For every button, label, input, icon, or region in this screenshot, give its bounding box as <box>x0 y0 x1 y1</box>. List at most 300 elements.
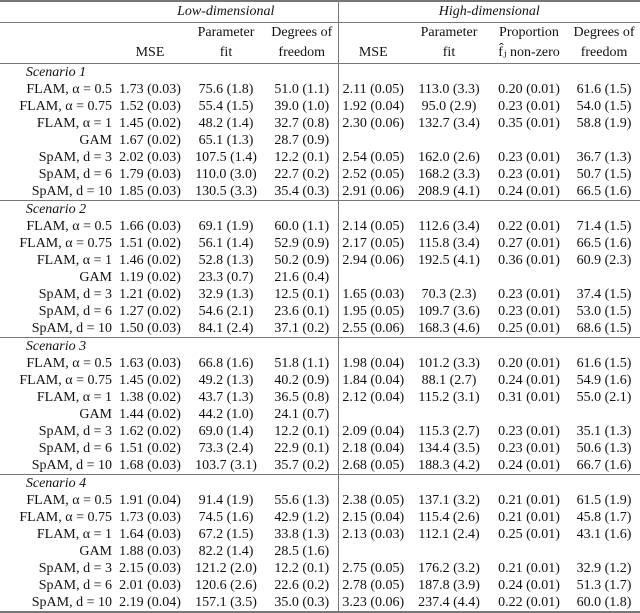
value-cell: 103.7 (3.1) <box>195 458 257 473</box>
value-cell: 75.6 (1.8) <box>198 82 254 97</box>
value-cell: 1.73 (0.03) <box>119 82 181 97</box>
value-cell: 2.01 (0.03) <box>119 578 181 593</box>
value-cell: 0.27 (0.01) <box>498 236 560 251</box>
empty-cell <box>568 338 640 356</box>
value-cell <box>568 406 640 423</box>
method-label: FLAM, α = 1 <box>36 527 112 542</box>
value-cell: 33.8 (1.3) <box>274 527 330 542</box>
value-cell <box>338 406 408 423</box>
value-cell: 168.3 (4.6) <box>418 321 480 336</box>
value-cell: 1.64 (0.03) <box>119 527 181 542</box>
value-cell: 1.95 (0.05) <box>338 303 408 320</box>
value-cell: 137.1 (3.2) <box>418 493 480 508</box>
value-cell: 37.1 (0.2) <box>274 321 330 336</box>
empty-cell <box>114 64 186 82</box>
value-cell: 1.46 (0.02) <box>119 253 181 268</box>
table-row <box>0 492 640 509</box>
value-cell: 2.11 (0.05) <box>338 81 408 98</box>
method-label: SpAM, d = 3 <box>38 424 112 439</box>
value-cell: 28.5 (1.6) <box>274 544 330 559</box>
method-label: FLAM, α = 1 <box>36 116 112 131</box>
value-cell: 73.3 (2.4) <box>198 441 254 456</box>
value-cell: 55.0 (2.1) <box>576 390 632 405</box>
value-cell: 1.79 (0.03) <box>119 167 181 182</box>
value-cell: 50.7 (1.5) <box>576 167 632 182</box>
value-cell: 0.24 (0.01) <box>498 184 560 199</box>
empty-cell <box>568 64 640 82</box>
empty-cell <box>490 338 568 356</box>
table-row <box>0 252 640 269</box>
empty-cell <box>338 338 408 356</box>
value-cell: 66.5 (1.6) <box>576 184 632 199</box>
value-cell: 1.66 (0.03) <box>119 219 181 234</box>
value-cell: 115.8 (3.4) <box>418 236 480 251</box>
value-cell <box>568 132 640 149</box>
value-cell: 1.51 (0.02) <box>119 441 181 456</box>
value-cell: 1.98 (0.04) <box>338 355 408 372</box>
value-cell <box>408 406 490 423</box>
value-cell: 0.22 (0.01) <box>490 594 568 612</box>
table-row <box>0 218 640 235</box>
column-header <box>0 43 114 64</box>
method-label: SpAM, d = 3 <box>38 150 112 165</box>
value-cell: 187.8 (3.9) <box>418 578 480 593</box>
value-cell: 54.0 (1.5) <box>576 99 632 114</box>
value-cell: 208.9 (4.1) <box>418 184 480 199</box>
value-cell: 51.8 (1.1) <box>274 356 330 371</box>
value-cell: 2.17 (0.05) <box>338 235 408 252</box>
value-cell: 112.1 (2.4) <box>418 527 480 542</box>
table-row <box>0 594 640 612</box>
value-cell: 1.62 (0.02) <box>119 424 181 439</box>
value-cell: 1.44 (0.02) <box>119 407 181 422</box>
value-cell: 1.45 (0.02) <box>119 373 181 388</box>
value-cell: 2.75 (0.05) <box>338 560 408 577</box>
value-cell: 36.7 (1.3) <box>576 150 632 165</box>
value-cell: 2.38 (0.05) <box>338 492 408 509</box>
value-cell: 35.0 (0.3) <box>266 594 338 612</box>
value-cell: 2.09 (0.04) <box>338 423 408 440</box>
empty-cell <box>114 338 186 356</box>
value-cell: 66.7 (1.6) <box>576 458 632 473</box>
value-cell: 0.20 (0.01) <box>498 356 560 371</box>
value-cell: 0.21 (0.01) <box>498 493 560 508</box>
value-cell: 66.8 (1.6) <box>198 356 254 371</box>
column-header: Parameter <box>408 23 490 44</box>
value-cell: 1.68 (0.03) <box>119 458 181 473</box>
value-cell: 0.23 (0.01) <box>498 99 560 114</box>
value-cell: 68.6 (1.5) <box>576 321 632 336</box>
value-cell: 2.30 (0.06) <box>338 115 408 132</box>
value-cell: 2.54 (0.05) <box>338 149 408 166</box>
value-cell: 107.5 (1.4) <box>195 150 257 165</box>
method-label: FLAM, α = 0.5 <box>26 493 112 508</box>
empty-cell <box>186 201 266 219</box>
value-cell: 12.2 (0.1) <box>274 424 330 439</box>
value-cell: 113.0 (3.3) <box>418 82 480 97</box>
value-cell: 1.21 (0.02) <box>119 287 181 302</box>
value-cell: 23.3 (0.7) <box>198 270 254 285</box>
value-cell: 2.15 (0.03) <box>119 561 181 576</box>
value-cell: 53.0 (1.5) <box>576 304 632 319</box>
group-header-low: Low-dimensional <box>114 1 338 23</box>
value-cell: 130.5 (3.3) <box>195 184 257 199</box>
value-cell: 71.4 (1.5) <box>576 219 632 234</box>
empty-cell <box>338 201 408 219</box>
value-cell: 28.7 (0.9) <box>274 133 330 148</box>
method-label: SpAM, d = 6 <box>38 167 112 182</box>
value-cell: 55.4 (1.5) <box>198 99 254 114</box>
empty-cell <box>114 201 186 219</box>
column-header: Parameter <box>186 23 266 44</box>
value-cell: 58.8 (1.9) <box>576 116 632 131</box>
method-label: FLAM, α = 1 <box>36 253 112 268</box>
value-cell: 109.7 (3.6) <box>418 304 480 319</box>
value-cell: 65.1 (1.3) <box>198 133 254 148</box>
value-cell: 50.2 (0.9) <box>274 253 330 268</box>
value-cell: 2.68 (0.05) <box>338 457 408 475</box>
value-cell: 50.6 (1.3) <box>576 441 632 456</box>
value-cell: 22.9 (0.1) <box>274 441 330 456</box>
column-header: fit <box>219 45 233 60</box>
table-row <box>0 543 640 560</box>
value-cell: 2.15 (0.04) <box>338 509 408 526</box>
value-cell: 2.55 (0.06) <box>338 320 408 338</box>
value-cell: 134.4 (3.5) <box>418 441 480 456</box>
value-cell: 54.6 (2.1) <box>198 304 254 319</box>
value-cell <box>338 543 408 560</box>
value-cell: 3.23 (0.06) <box>338 594 408 612</box>
value-cell: 82.2 (1.4) <box>198 544 254 559</box>
value-cell: 56.1 (1.4) <box>198 236 254 251</box>
table-row <box>0 440 640 457</box>
table-row <box>0 577 640 594</box>
value-cell: 0.22 (0.01) <box>498 219 560 234</box>
table-row <box>0 149 640 166</box>
value-cell: 121.2 (2.0) <box>195 561 257 576</box>
method-label: FLAM, α = 0.75 <box>19 236 112 251</box>
method-label: SpAM, d = 3 <box>38 561 112 576</box>
empty-cell <box>186 64 266 82</box>
value-cell: 49.2 (1.3) <box>198 373 254 388</box>
value-cell: 51.3 (1.7) <box>576 578 632 593</box>
value-cell: 36.5 (0.8) <box>274 390 330 405</box>
column-header: fit <box>442 45 456 60</box>
value-cell: 1.91 (0.04) <box>119 493 181 508</box>
empty-cell <box>568 201 640 219</box>
value-cell: 37.4 (1.5) <box>576 287 632 302</box>
value-cell: 1.85 (0.03) <box>119 184 181 199</box>
empty-cell <box>186 475 266 493</box>
value-cell: 32.9 (1.2) <box>576 561 632 576</box>
value-cell: 42.9 (1.2) <box>274 510 330 525</box>
value-cell: 0.23 (0.01) <box>498 150 560 165</box>
value-cell: 1.92 (0.04) <box>338 98 408 115</box>
value-cell: 1.65 (0.03) <box>338 286 408 303</box>
empty-cell <box>338 475 408 493</box>
value-cell: 0.35 (0.01) <box>498 116 560 131</box>
value-cell: 115.2 (3.1) <box>418 390 480 405</box>
method-label: SpAM, d = 10 <box>31 321 112 336</box>
value-cell: 35.1 (1.3) <box>576 424 632 439</box>
value-cell: 32.7 (0.8) <box>274 116 330 131</box>
value-cell: 44.2 (1.0) <box>198 407 254 422</box>
value-cell: 192.5 (4.1) <box>418 253 480 268</box>
value-cell: 54.9 (1.6) <box>576 373 632 388</box>
value-cell <box>490 132 568 149</box>
value-cell: 32.9 (1.3) <box>198 287 254 302</box>
value-cell: 0.20 (0.01) <box>498 82 560 97</box>
value-cell: 40.2 (0.9) <box>274 373 330 388</box>
value-cell: 115.4 (2.6) <box>418 510 480 525</box>
value-cell: 55.6 (1.3) <box>274 493 330 508</box>
value-cell: 66.5 (1.6) <box>576 236 632 251</box>
value-cell: 2.78 (0.05) <box>338 577 408 594</box>
scenario-title: Scenario 2 <box>0 201 114 219</box>
column-header: freedom <box>278 45 326 60</box>
value-cell: 0.36 (0.01) <box>498 253 560 268</box>
value-cell: 2.52 (0.05) <box>338 166 408 183</box>
empty-cell <box>408 64 490 82</box>
group-header-high: High-dimensional <box>338 1 640 23</box>
value-cell: 1.84 (0.04) <box>338 372 408 389</box>
table-row <box>0 115 640 132</box>
value-cell <box>338 132 408 149</box>
column-header-row <box>0 43 640 64</box>
empty-cell <box>408 201 490 219</box>
empty-cell <box>490 475 568 493</box>
value-cell: 112.6 (3.4) <box>418 219 480 234</box>
column-header <box>114 23 186 44</box>
method-label: SpAM, d = 6 <box>38 304 112 319</box>
column-header: MSE <box>338 43 408 64</box>
value-cell: 1.63 (0.03) <box>119 356 181 371</box>
empty-cell <box>266 475 338 493</box>
value-cell: 162.0 (2.6) <box>418 150 480 165</box>
value-cell <box>490 406 568 423</box>
method-label: GAM <box>79 270 112 285</box>
value-cell <box>408 132 490 149</box>
column-header: Degrees of <box>266 23 338 44</box>
value-cell: 23.6 (0.1) <box>274 304 330 319</box>
value-cell: 45.8 (1.7) <box>576 510 632 525</box>
value-cell: 157.1 (3.5) <box>186 594 266 612</box>
value-cell: 22.6 (0.2) <box>274 578 330 593</box>
value-cell: 67.2 (1.5) <box>198 527 254 542</box>
scenario-title: Scenario 4 <box>0 475 114 493</box>
corner-cell <box>0 1 114 23</box>
value-cell: 21.6 (0.4) <box>274 270 330 285</box>
value-cell: 48.2 (1.4) <box>198 116 254 131</box>
table-row <box>0 372 640 389</box>
value-cell: 1.45 (0.02) <box>119 116 181 131</box>
method-label: GAM <box>79 407 112 422</box>
value-cell <box>408 269 490 286</box>
method-label: FLAM, α = 0.5 <box>26 82 112 97</box>
table-row <box>0 269 640 286</box>
value-cell: 43.7 (1.3) <box>198 390 254 405</box>
value-cell: 52.9 (0.9) <box>274 236 330 251</box>
column-header <box>0 23 114 44</box>
empty-cell <box>490 201 568 219</box>
table-row <box>0 457 640 475</box>
column-header: Proportion <box>490 23 568 44</box>
table-row <box>0 303 640 320</box>
method-label: GAM <box>79 133 112 148</box>
method-label: FLAM, α = 0.5 <box>26 356 112 371</box>
table-row <box>0 166 640 183</box>
value-cell <box>490 543 568 560</box>
empty-cell <box>114 475 186 493</box>
value-cell: 0.31 (0.01) <box>498 390 560 405</box>
value-cell: 237.4 (4.4) <box>408 594 490 612</box>
table-row <box>0 132 640 149</box>
method-label: FLAM, α = 0.75 <box>19 510 112 525</box>
value-cell: 115.3 (2.7) <box>418 424 480 439</box>
empty-cell <box>266 201 338 219</box>
value-cell: 39.0 (1.0) <box>274 99 330 114</box>
value-cell: 35.4 (0.3) <box>274 184 330 199</box>
method-label: FLAM, α = 0.75 <box>19 99 112 114</box>
value-cell: 1.88 (0.03) <box>119 544 181 559</box>
value-cell: 0.21 (0.01) <box>498 510 560 525</box>
value-cell: 69.0 (1.4) <box>198 424 254 439</box>
value-cell: 35.7 (0.2) <box>274 458 330 473</box>
table-row <box>0 423 640 440</box>
value-cell: 2.18 (0.04) <box>338 440 408 457</box>
method-label: SpAM, d = 6 <box>38 441 112 456</box>
value-cell <box>490 269 568 286</box>
value-cell: 0.23 (0.01) <box>498 167 560 182</box>
table-row <box>0 81 640 98</box>
value-cell: 60.0 (1.8) <box>568 594 640 612</box>
value-cell: 0.24 (0.01) <box>498 458 560 473</box>
scenario-title: Scenario 1 <box>0 64 114 82</box>
value-cell: 1.67 (0.02) <box>119 133 181 148</box>
value-cell: 12.5 (0.1) <box>274 287 330 302</box>
table-row <box>0 183 640 201</box>
value-cell: 60.9 (2.3) <box>576 253 632 268</box>
method-label: SpAM, d = 10 <box>31 458 112 473</box>
value-cell: 52.8 (1.3) <box>198 253 254 268</box>
value-cell: 176.2 (3.2) <box>418 561 480 576</box>
table-row <box>0 389 640 406</box>
empty-cell <box>490 64 568 82</box>
method-label: FLAM, α = 0.5 <box>26 219 112 234</box>
value-cell: 2.19 (0.04) <box>114 594 186 612</box>
value-cell: 0.23 (0.01) <box>498 287 560 302</box>
method-label: FLAM, α = 1 <box>36 390 112 405</box>
table-row <box>0 560 640 577</box>
value-cell: 0.25 (0.01) <box>498 321 560 336</box>
value-cell: 0.21 (0.01) <box>498 561 560 576</box>
value-cell: 12.2 (0.1) <box>274 150 330 165</box>
value-cell: 168.2 (3.3) <box>418 167 480 182</box>
value-cell: 51.0 (1.1) <box>274 82 330 97</box>
value-cell: 1.50 (0.03) <box>119 321 181 336</box>
column-header: MSE <box>135 45 165 60</box>
scenario-title: Scenario 3 <box>0 338 114 356</box>
value-cell: 1.27 (0.02) <box>119 304 181 319</box>
table-row <box>0 286 640 303</box>
column-header <box>338 23 408 44</box>
value-cell <box>408 543 490 560</box>
value-cell: 69.1 (1.9) <box>198 219 254 234</box>
value-cell <box>568 269 640 286</box>
value-cell: 1.38 (0.02) <box>119 390 181 405</box>
table-row <box>0 235 640 252</box>
method-label: SpAM, d = 3 <box>38 287 112 302</box>
column-header: f̂ⱼ non-zero <box>498 45 560 60</box>
value-cell: 2.02 (0.03) <box>119 150 181 165</box>
value-cell: 2.94 (0.06) <box>338 252 408 269</box>
value-cell: 1.51 (0.02) <box>119 236 181 251</box>
column-header-row <box>0 23 640 44</box>
empty-cell <box>266 64 338 82</box>
value-cell: 95.0 (2.9) <box>421 99 477 114</box>
method-label: SpAM, d = 10 <box>0 594 114 612</box>
method-label: GAM <box>79 544 112 559</box>
value-cell: 0.23 (0.01) <box>498 424 560 439</box>
method-label: SpAM, d = 6 <box>38 578 112 593</box>
empty-cell <box>266 338 338 356</box>
empty-cell <box>186 338 266 356</box>
value-cell: 0.24 (0.01) <box>498 373 560 388</box>
value-cell: 60.0 (1.1) <box>274 219 330 234</box>
table-row <box>0 320 640 338</box>
column-header: freedom <box>580 45 628 60</box>
empty-cell <box>568 475 640 493</box>
table-row <box>0 355 640 372</box>
value-cell: 101.2 (3.3) <box>418 356 480 371</box>
value-cell: 1.73 (0.03) <box>119 510 181 525</box>
method-label: FLAM, α = 0.75 <box>19 373 112 388</box>
column-header: Degrees of <box>568 23 640 44</box>
value-cell: 61.6 (1.5) <box>576 356 632 371</box>
value-cell: 0.24 (0.01) <box>498 578 560 593</box>
scenario-header-row <box>0 64 640 82</box>
table-row <box>0 406 640 423</box>
value-cell: 12.2 (0.1) <box>274 561 330 576</box>
table-row <box>0 526 640 543</box>
value-cell: 120.6 (2.6) <box>195 578 257 593</box>
value-cell: 43.1 (1.6) <box>576 527 632 542</box>
value-cell: 0.25 (0.01) <box>498 527 560 542</box>
scenario-header-row <box>0 201 640 219</box>
value-cell: 88.1 (2.7) <box>421 373 477 388</box>
value-cell <box>338 269 408 286</box>
scenario-header-row <box>0 475 640 493</box>
value-cell: 84.1 (2.4) <box>198 321 254 336</box>
value-cell: 2.12 (0.04) <box>338 389 408 406</box>
value-cell: 132.7 (3.4) <box>418 116 480 131</box>
value-cell: 61.5 (1.9) <box>576 493 632 508</box>
value-cell: 0.23 (0.01) <box>498 441 560 456</box>
value-cell: 22.7 (0.2) <box>274 167 330 182</box>
value-cell: 2.13 (0.03) <box>338 526 408 543</box>
table-row <box>0 98 640 115</box>
value-cell: 0.23 (0.01) <box>498 304 560 319</box>
value-cell: 91.4 (1.9) <box>198 493 254 508</box>
scenario-header-row <box>0 338 640 356</box>
value-cell: 1.19 (0.02) <box>119 270 181 285</box>
value-cell: 188.3 (4.2) <box>418 458 480 473</box>
value-cell: 2.14 (0.05) <box>338 218 408 235</box>
value-cell: 74.5 (1.6) <box>198 510 254 525</box>
value-cell <box>568 543 640 560</box>
table-row <box>0 509 640 526</box>
empty-cell <box>338 64 408 82</box>
